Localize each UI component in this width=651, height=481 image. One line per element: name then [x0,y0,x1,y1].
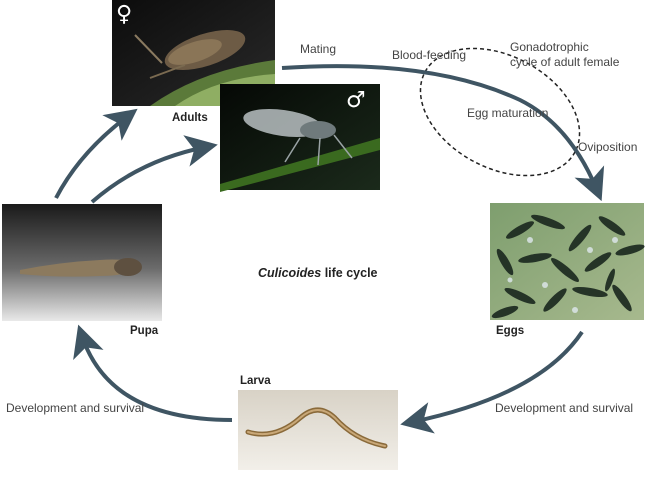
stage-label-eggs: Eggs [496,325,525,337]
arrow-pupa-to-female [56,116,128,198]
process-label-mating: Mating [300,42,337,56]
process-label-oviposition: Oviposition [578,140,638,154]
process-label-development-right: Development and survival [495,401,634,415]
process-label-development-left: Development and survival [6,401,145,415]
process-label-gonotrophic-2: cycle of adult female [510,55,620,69]
diagram-title-genus: Culicoides [258,266,322,280]
pupa-photo [2,204,162,321]
larva-photo [238,390,398,470]
arrow-pupa-to-male [92,147,206,202]
stage-label-adults: Adults [172,112,208,124]
diagram-title [258,266,378,280]
male-symbol: ♂ [346,88,366,113]
process-label-blood-feeding: Blood-feeding [392,48,467,62]
diagram-title-rest: life cycle [321,266,378,280]
eggs-photo [490,203,646,321]
process-label-egg-maturation: Egg maturation [467,106,549,120]
process-label-gonotrophic-1: Gonadotrophic [510,40,589,54]
stage-label-larva: Larva [240,375,271,387]
female-symbol: ♀ [116,2,133,27]
stage-label-pupa: Pupa [130,325,159,337]
